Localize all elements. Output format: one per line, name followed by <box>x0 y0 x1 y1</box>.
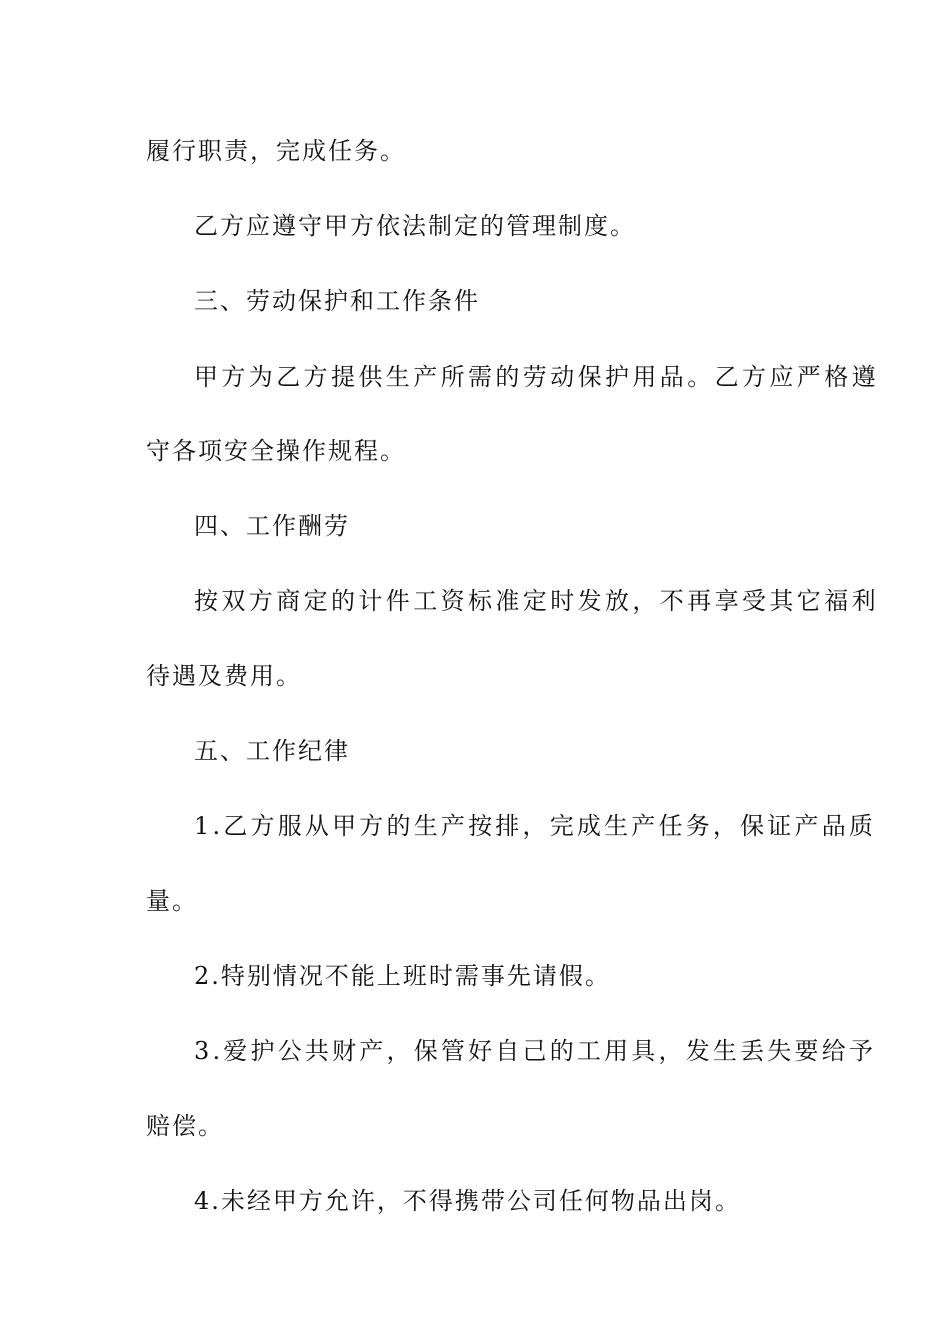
text-line: 量。 <box>146 887 198 915</box>
text-line: 赔偿。 <box>146 1112 224 1140</box>
text-line: 待遇及费用。 <box>146 662 302 690</box>
text-line: 甲方为乙方提供生产所需的劳动保护用品。乙方应严格遵 <box>194 363 879 391</box>
section-heading: 四、工作酬劳 <box>194 512 350 540</box>
text-line: 3.爱护公共财产，保管好自己的工用具，发生丢失要给予 <box>194 1037 877 1065</box>
text-line: 履行职责，完成任务。 <box>146 137 406 165</box>
section-heading: 三、劳动保护和工作条件 <box>194 287 480 315</box>
text-line: 乙方应遵守甲方依法制定的管理制度。 <box>194 212 636 240</box>
text-line: 1.乙方服从甲方的生产按排，完成生产任务，保证产品质 <box>194 812 877 840</box>
section-heading: 五、工作纪律 <box>194 737 350 765</box>
text-line: 2.特别情况不能上班时需事先请假。 <box>194 962 611 990</box>
text-line: 4.未经甲方允许，不得携带公司任何物品出岗。 <box>194 1187 741 1215</box>
text-line: 守各项安全操作规程。 <box>146 437 406 465</box>
text-line: 按双方商定的计件工资标准定时发放，不再享受其它福利 <box>194 587 879 615</box>
